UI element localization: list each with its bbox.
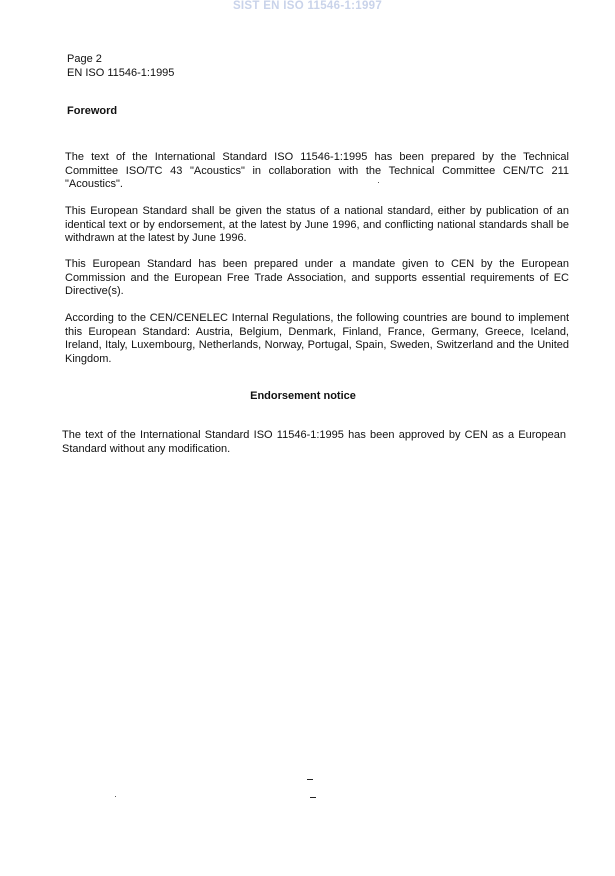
page-number: Page 2 bbox=[67, 53, 102, 65]
endorsement-paragraph: The text of the International Standard ISO 11546-1:1995 has been approved by CEN as a European Standard without any modification. bbox=[62, 429, 566, 455]
scan-speck bbox=[115, 796, 116, 797]
foreword-heading: Foreword bbox=[67, 105, 118, 117]
foreword-paragraph-4: According to the CEN/CENELEC Internal Regulations, the following countries are bound to implement this European Standard: Austria, Belgium, Denmark, Finland, France, Germany, Greece, Iceland, Ireland, Italy, Luxembourg, Netherlands, Norway, Portugal, Spain, Sweden, Switzerland and the United Kingdom. bbox=[65, 312, 569, 365]
watermark: SIST EN ISO 11546-1:1997 bbox=[232, 0, 383, 12]
page-mark bbox=[307, 779, 313, 780]
page-header bbox=[67, 52, 174, 80]
foreword-paragraph-2: This European Standard shall be given the status of a national standard, either by publication of an identical text or by endorsement, at the latest by June 1996, and conflicting national standards shall be withdrawn at the latest by June 1996. bbox=[65, 205, 569, 244]
foreword-paragraph-3: This European Standard has been prepared under a mandate given to CEN by the European Commission and the European Free Trade Association, and supports essential requirements of EC Directive(s). bbox=[65, 258, 569, 297]
standard-reference: EN ISO 11546-1:1995 bbox=[67, 67, 175, 79]
foreword-paragraph-1: The text of the International Standard ISO 11546-1:1995 has been prepared by the Technical Committee ISO/TC 43 "Acoustics" in collaboration with the Technical Committee CEN/TC 211 "Acoustics". bbox=[65, 151, 569, 190]
page-mark bbox=[310, 797, 316, 798]
endorsement-heading: Endorsement notice bbox=[250, 390, 356, 402]
scan-speck bbox=[378, 182, 379, 183]
